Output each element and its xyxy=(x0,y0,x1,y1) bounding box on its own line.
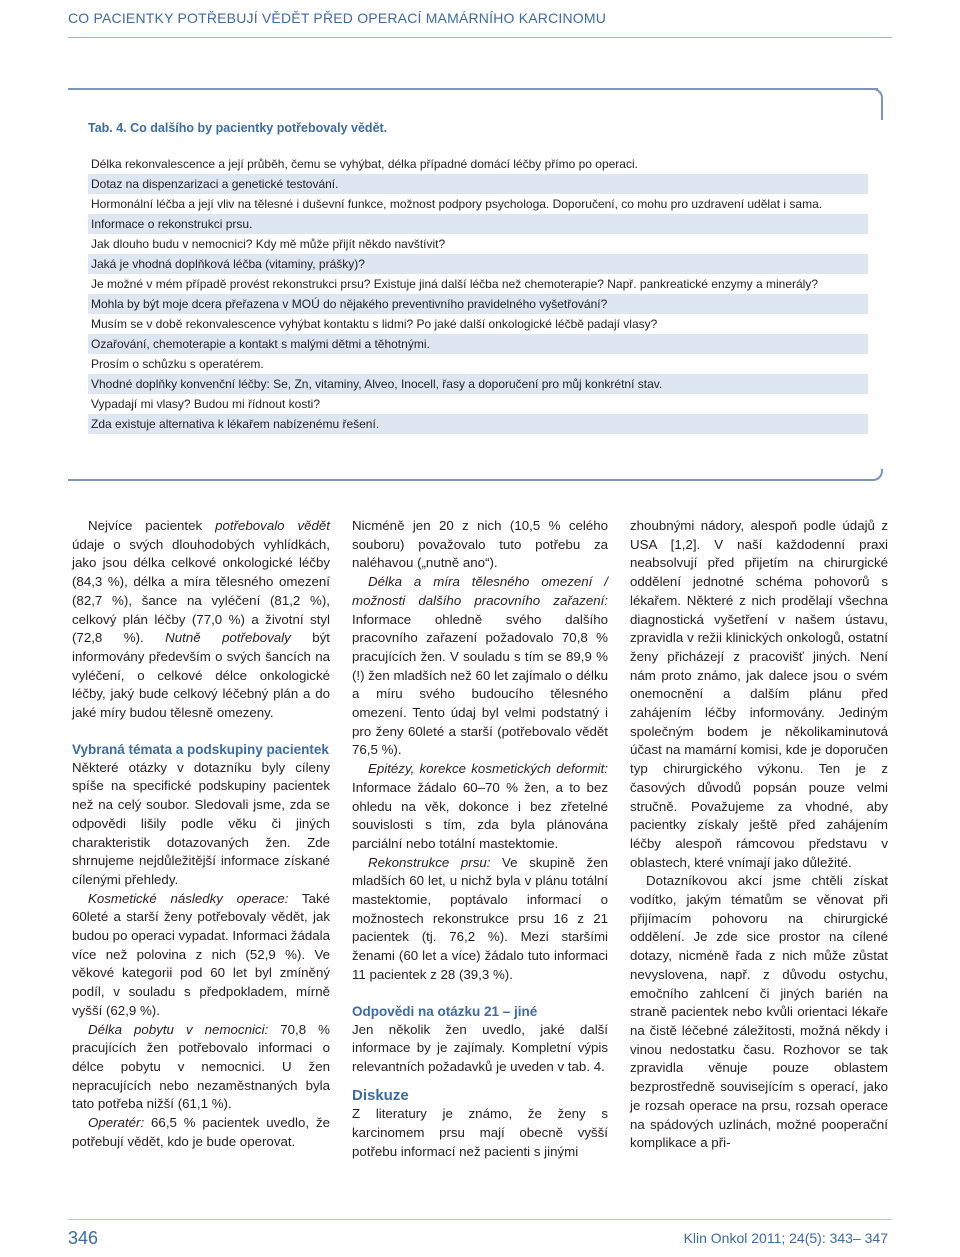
paragraph: Dotazníkovou akcí jsme chtěli získat vodítko, jakým tématům se věnovat při přijímacím pohovoru na chirurgické oddělení. Je zde sice prostor na cílené dotazy, nicméně řada z nich může zůstat nevyslovena, např. z důvodu ostychu, emočního zahlcení či jiných barién na straně pacientek nebo kvůli orientaci lékaře na čistě léčebné záležitosti, možná někdy i vinou nedostatku času. Rozhovor se tak zpravidla věnuje pouze oblastem bezprostředně souvisejícím s operací, jako je rozsah operace na prsu, rozsah operace na spádových uzlinách, možné pooperační komplikace a při- xyxy=(630,873,888,1151)
paragraph: Nicméně jen 20 z nich (10,5 % celého souboru) považovalo tuto potřebu za naléhavou („nutně ano“). xyxy=(352,518,608,571)
table-row: Délka rekonvalescence a její průběh, čemu se vyhýbat, délka případné domácí léčby přímo po operaci. xyxy=(91,157,638,171)
running-header: CO PACIENTKY POTŘEBUJÍ VĚDĚT PŘED OPERACÍ MAMÁRNÍHO KARCINOMU xyxy=(68,10,607,26)
paragraph: zhoubnými nádory, alespoň podle údajů z USA [1,2]. V naší každodenní praxi neabsolvují před přijetím na chirurgické oddělení jednotné schéma pohovorů s lékařem. Některé z nich prodělají všechna diagnostická vyšetření v našem ústavu, zpravidla v režii klinických onkologů, ostatní ženy přicházejí z pracovišť jiných. Není nám proto známo, jak dalece jsou o svém onemocnění a dalším plánu před zahájením léčby informovány. Jediným společným bodem je několikaminutová účast na mamární komisi, kde je doporučen typ chirurgického výkonu. Ten je z časových důvodů popsán pouze velmi stručně. Považujeme za vhodné, aby pacientky získaly ještě před zahájením léčby alespoň rámcovou představu v oblastech, které vnímají jako důležité. xyxy=(630,518,888,870)
emphasis: potřebovalo vědět xyxy=(215,518,330,533)
table-row: Musím se v době rekonvalescence vyhýbat kontaktu s lidmi? Po jaké další onkologické léčbě padají vlasy? xyxy=(91,317,658,331)
subheading: Vybraná témata a podskupiny pacientek xyxy=(72,741,329,757)
table-bottom-border xyxy=(68,469,883,481)
section-heading: Diskuze xyxy=(352,1086,409,1104)
text: Nejvíce pacientek xyxy=(88,518,216,533)
table-corner xyxy=(871,88,883,120)
text: Informace žádalo 60–70 % žen, a to bez ohledu na věk, dokonce i bez zřetelné souvislosti s tím, zda byla plánována parciální nebo totální mastektomie. xyxy=(352,779,608,851)
table-row: Vhodné doplňky konvenční léčby: Se, Zn, vitaminy, Alveo, Inocell, řasy a doporučení pro můj konkrétní stav. xyxy=(88,374,868,394)
paragraph xyxy=(72,1021,330,1115)
table-title: Tab. 4. Co dalšího by pacientky potřebovaly vědět. xyxy=(88,121,388,135)
table-top-border xyxy=(68,88,878,120)
paragraph: Některé otázky v dotazníku byly cíleny spíše na specifické podskupiny pacientek než na celý soubor. Sledovali jsme, zda se odpovědi lišily podle věku či jiných charakteristik dotazovaných žen. Zde shrnujeme nejdůležitější informace získané cílenými přehledy. xyxy=(72,759,330,887)
table-row: Zda existuje alternativa k lékařem nabízenému řešení. xyxy=(88,414,868,434)
paragraph xyxy=(352,573,608,760)
emphasis: Epitézy, korekce kosmetických deformit: xyxy=(368,761,608,777)
paragraph xyxy=(352,760,608,854)
subheading: Odpovědi na otázku 21 – jiné xyxy=(352,1003,538,1019)
paragraph xyxy=(352,854,608,985)
paragraph xyxy=(72,1114,330,1151)
column-2 xyxy=(352,517,608,1162)
paragraph xyxy=(72,890,330,1021)
table-row: Mohla by být moje dcera přeřazena v MOÚ do nějakého preventivního pravidelného vyšetřování? xyxy=(88,294,868,314)
table-4 xyxy=(68,88,883,481)
footer-rule xyxy=(68,1219,892,1220)
text: Ve skupině žen mladších 60 let, u nichž byla v plánu totální mastektomie, poptávalo informací o možnostech rekonstrukce prsu 16 z 21 pacientek (tj. 76,2 %). Mezi staršími ženami (60 let a více) žádalo tuto informaci 11 pacientek z 28 (39,3 %). xyxy=(352,854,608,982)
table-row: Informace o rekonstrukci prsu. xyxy=(88,214,868,234)
emphasis: Rekonstrukce prsu: xyxy=(368,854,491,870)
emphasis: Kosmetické následky operace: xyxy=(88,890,289,906)
journal-citation: Klin Onkol 2011; 24(5): 343– 347 xyxy=(683,1230,888,1246)
table-row: Dotaz na dispenzarizaci a genetické testování. xyxy=(88,174,868,194)
table-row: Ozařování, chemoterapie a kontakt s malými dětmi a těhotnými. xyxy=(88,334,868,354)
paragraph: Jen několik žen uvedlo, jaké další informace by je zajímaly. Kompletní výpis relevantních požadavků je uveden v tab. 4. xyxy=(352,1021,608,1074)
page-number: 346 xyxy=(68,1228,99,1248)
emphasis: Délka pobytu v nemocnici: xyxy=(88,1021,269,1037)
table-row: Prosím o schůzku s operatérem. xyxy=(91,357,264,371)
table-row: Hormonální léčba a její vliv na tělesné i duševní funkce, možnost podpory psychologa. Doporučení, co mohu pro uzdravení udělat i sama. xyxy=(91,197,823,211)
table-row: Vypadají mi vlasy? Budou mi řídnout kosti? xyxy=(91,397,321,411)
text: Informace ohledně svého dalšího pracovního zařazení požadovalo 70,8 % pracujících žen. V souladu s tím se 89,9 % (!) žen mladších než 60 let zajímalo o délku a míru svého budoucího tělesného omezení. Tento údaj byl velmi podstatný i pro ženy 60leté a starší (potřebovalo vědět 76,5 %). xyxy=(352,611,608,758)
text: být informovány především o svých šancích na vyléčení, o celkové délce onkologické léčby, jaký bude celkový léčebný plán a do jaké míry budou tělesně omezeny. xyxy=(72,630,330,721)
text: 70,8 % pracujících žen potřebovalo informaci o délce pobytu v nemocnici. U žen nepracujících nebo nezaměstnaných byla tato potřeba nižší (61,1 %). xyxy=(72,1021,330,1112)
table-row: Jaká je vhodná doplňková léčba (vitaminy, prášky)? xyxy=(88,254,868,274)
paragraph: Z literatury je známo, že ženy s karcinomem prsu mají obecně vyšší potřebu informací než pacienti s jinými xyxy=(352,1106,608,1159)
text: údaje o svých dlouhodobých vyhlídkách, jako jsou délka celkové onkologické léčby (84,3 %), délka a míra tělesného omezení (82,7 %), šance na vyléčení (81,2 %), celkový plán léčby (77,0 %) a životní styl (72,8 %). xyxy=(72,536,330,646)
emphasis: Nutně potřebovaly xyxy=(165,630,291,646)
column-3 xyxy=(630,517,888,1153)
column-1 xyxy=(72,517,330,1152)
text: Také 60leté a starší ženy potřebovaly vědět, jak budou po operaci vypadat. Informaci žádala více než polovina z nich (52,9 %). Ve věkové kategorii pod 60 let byl zmíněný podíl, v souladu s předpokladem, mírně vyšší (62,9 %). xyxy=(72,890,330,1018)
table-row: Jak dlouho budu v nemocnici? Kdy mě může přijít někdo navštívit? xyxy=(91,237,446,251)
emphasis: Operatér: xyxy=(88,1115,145,1131)
paragraph xyxy=(72,517,330,723)
table-rows xyxy=(88,154,868,434)
table-row: Je možné v mém případě provést rekonstrukci prsu? Existuje jiná další léčba než chemoterapie? Např. pankreatické enzymy a minerály? xyxy=(91,277,819,291)
header-rule xyxy=(68,37,892,38)
emphasis: Délka a míra tělesného omezení / možnosti dalšího pracovního zařazení: xyxy=(352,574,608,608)
text: 66,5 % pacientek uvedlo, že potřebují vědět, kdo je bude operovat. xyxy=(72,1115,330,1149)
